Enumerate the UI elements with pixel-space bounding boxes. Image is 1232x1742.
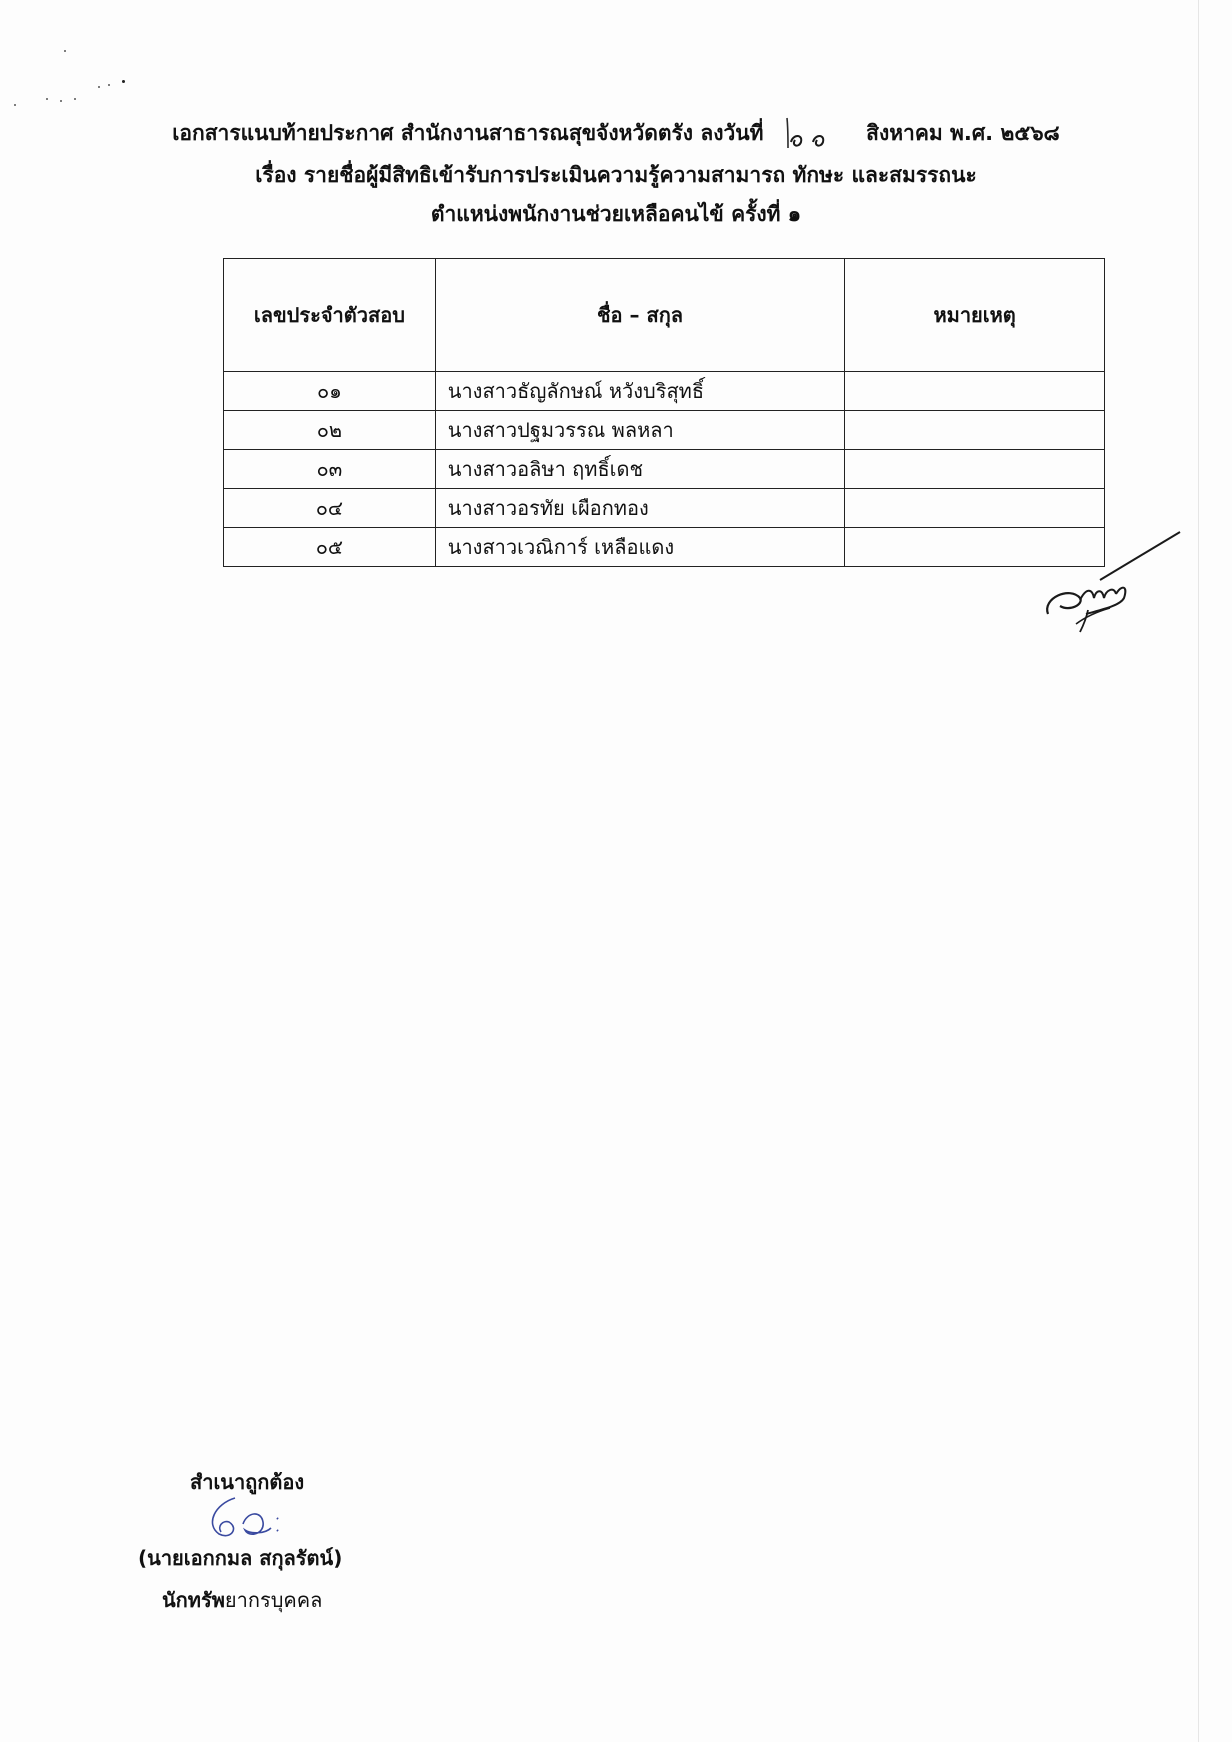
handwritten-date-mark	[779, 116, 841, 150]
approval-signature	[1040, 528, 1190, 638]
exam-id-cell: ๐๓	[224, 450, 436, 489]
certified-copy-label: สำเนาถูกต้อง	[190, 1470, 305, 1494]
exam-id-cell: ๐๔	[224, 489, 436, 528]
note-cell	[845, 372, 1105, 411]
note-cell	[845, 489, 1105, 528]
note-cell	[845, 450, 1105, 489]
header-line-1-suffix: สิงหาคม พ.ศ. ๒๕๖๘	[866, 121, 1060, 145]
exam-id-cell: ๐๒	[224, 411, 436, 450]
table-row	[224, 372, 1105, 411]
column-header-name: ชื่อ – สกุล	[435, 259, 844, 372]
candidate-table	[223, 258, 1105, 567]
scan-specks	[0, 40, 140, 120]
table-row	[224, 450, 1105, 489]
table-row	[224, 411, 1105, 450]
name-cell: นางสาวปฐมวรรณ พลหลา	[435, 411, 844, 450]
column-header-exam-id: เลขประจำตัวสอบ	[224, 259, 436, 372]
handwritten-date	[779, 116, 841, 150]
exam-id-cell: ๐๕	[224, 528, 436, 567]
header-line-2: เรื่อง รายชื่อผู้มีสิทธิเข้ารับการประเมินความรู้ความสามารถ ทักษะ และสมรรถนะ	[255, 163, 977, 187]
table-row	[224, 528, 1105, 567]
header-line-1	[0, 116, 1232, 150]
name-cell: นางสาวอลิษา ฤทธิ์เดช	[435, 450, 844, 489]
table-row	[224, 489, 1105, 528]
certifier-position	[162, 1584, 322, 1616]
name-cell: นางสาวอรทัย เผือกทอง	[435, 489, 844, 528]
name-cell: นางสาวเวณิการ์ เหลือแดง	[435, 528, 844, 567]
certifier-name: (นายเอกกมล สกุลรัตน์)	[138, 1546, 343, 1570]
table-header-row	[224, 259, 1105, 372]
certifier-position-part-1: นักทรัพ	[162, 1588, 225, 1612]
certifier-signature	[205, 1494, 295, 1544]
header-line-1-prefix: เอกสารแนบท้ายประกาศ สำนักงานสาธารณสุขจังหวัดตรัง ลงวันที่	[172, 121, 764, 145]
header-line-3: ตำแหน่งพนักงานช่วยเหลือคนไข้ ครั้งที่ ๑	[430, 202, 802, 226]
scan-edge-line	[1198, 0, 1199, 1742]
note-cell	[845, 411, 1105, 450]
column-header-note: หมายเหตุ	[845, 259, 1105, 372]
certifier-position-part-2: ยากรบุคคล	[224, 1588, 323, 1612]
name-cell: นางสาวธัญลักษณ์ หวังบริสุทธิ์	[435, 372, 844, 411]
exam-id-cell: ๐๑	[224, 372, 436, 411]
